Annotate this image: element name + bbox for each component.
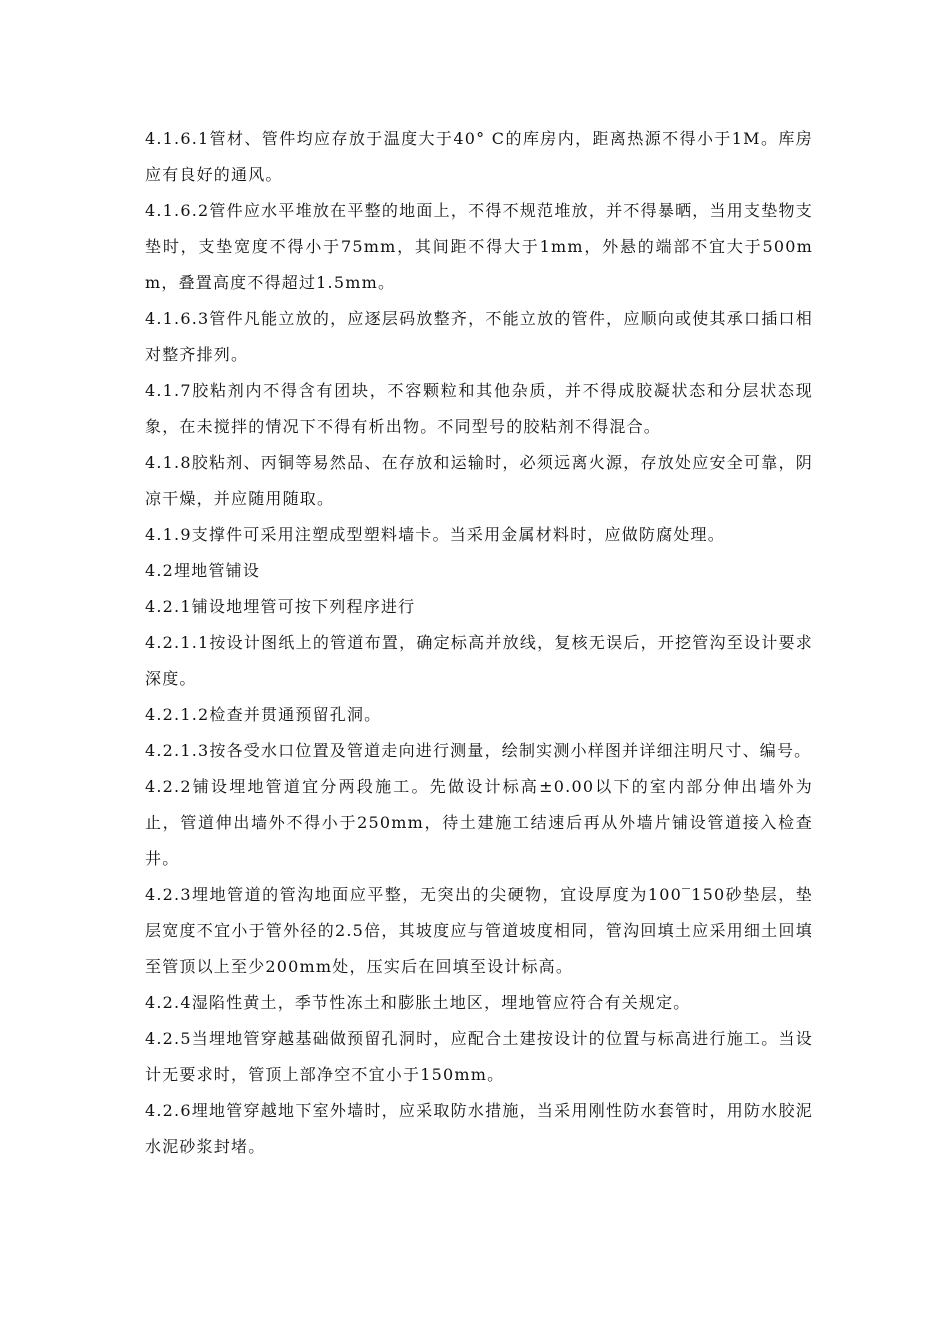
paragraph-4-2-1-1: 4.2.1.1按设计图纸上的管道布置，确定标高并放线，复核无误后，开挖管沟至设计要求深度。 (145, 633, 813, 688)
paragraph-4-2-2: 4.2.2铺设埋地管道宜分两段施工。先做设计标高±0.00以下的室内部分伸出墙外为止，管道伸出墙外不得小于250mm，待土建施工结速后再从外墙片铺设管道接入检查井。 (145, 777, 813, 868)
section-heading-4-2: 4.2埋地管铺设 (145, 561, 261, 580)
paragraph-4-1-6-2: 4.1.6.2管件应水平堆放在平整的地面上，不得不规范堆放，并不得暴晒，当用支垫物支垫时，支垫宽度不得小于75mm，其间距不得大于1mm，外悬的端部不宜大于500mm，叠置高度不得超过1.5mm。 (145, 201, 813, 292)
document-body (145, 121, 813, 1165)
paragraph-4-2-4: 4.2.4湿陷性黄土，季节性冻土和膨胀土地区，埋地管应符合有关规定。 (145, 993, 691, 1012)
paragraph-4-2-5: 4.2.5当埋地管穿越基础做预留孔洞时，应配合土建按设计的位置与标高进行施工。当设计无要求时，管顶上部净空不宜小于150mm。 (145, 1029, 813, 1084)
paragraph-4-1-7: 4.1.7胶粘剂内不得含有团块，不容颗粒和其他杂质，并不得成胶凝状态和分层状态现象，在未搅拌的情况下不得有析出物。不同型号的胶粘剂不得混合。 (145, 381, 813, 436)
paragraph-4-2-1: 4.2.1铺设地埋管可按下列程序进行 (145, 597, 416, 616)
paragraph-4-2-1-3: 4.2.1.3按各受水口位置及管道走向进行测量，绘制实测小样图并详细注明尺寸、编号。 (145, 741, 812, 760)
paragraph-4-2-3: 4.2.3埋地管道的管沟地面应平整，无突出的尖硬物，宜设厚度为100‾150砂垫层，垫层宽度不宜小于管外径的2.5倍，其坡度应与管道坡度相同，管沟回填土应采用细土回填至管顶以上至少200mm处，压实后在回填至设计标高。 (145, 885, 813, 976)
paragraph-4-2-6: 4.2.6埋地管穿越地下室外墙时，应采取防水措施，当采用刚性防水套管时，用防水胶泥水泥砂浆封堵。 (145, 1101, 813, 1156)
paragraph-4-1-8: 4.1.8胶粘剂、丙铜等易然品、在存放和运输时，必须远离火源，存放处应安全可靠，阴凉干燥，并应随用随取。 (145, 453, 813, 508)
paragraph-4-2-1-2: 4.2.1.2检查并贯通预留孔洞。 (145, 705, 382, 724)
paragraph-4-1-6-1: 4.1.6.1管材、管件均应存放于温度大于40° C的库房内，距离热源不得小于1M。库房应有良好的通风。 (145, 129, 813, 184)
paragraph-4-1-6-3: 4.1.6.3管件凡能立放的，应逐层码放整齐，不能立放的管件，应顺向或使其承口插口相对整齐排列。 (145, 309, 813, 364)
paragraph-4-1-9: 4.1.9支撑件可采用注塑成型塑料墙卡。当采用金属材料时，应做防腐处理。 (145, 525, 725, 544)
